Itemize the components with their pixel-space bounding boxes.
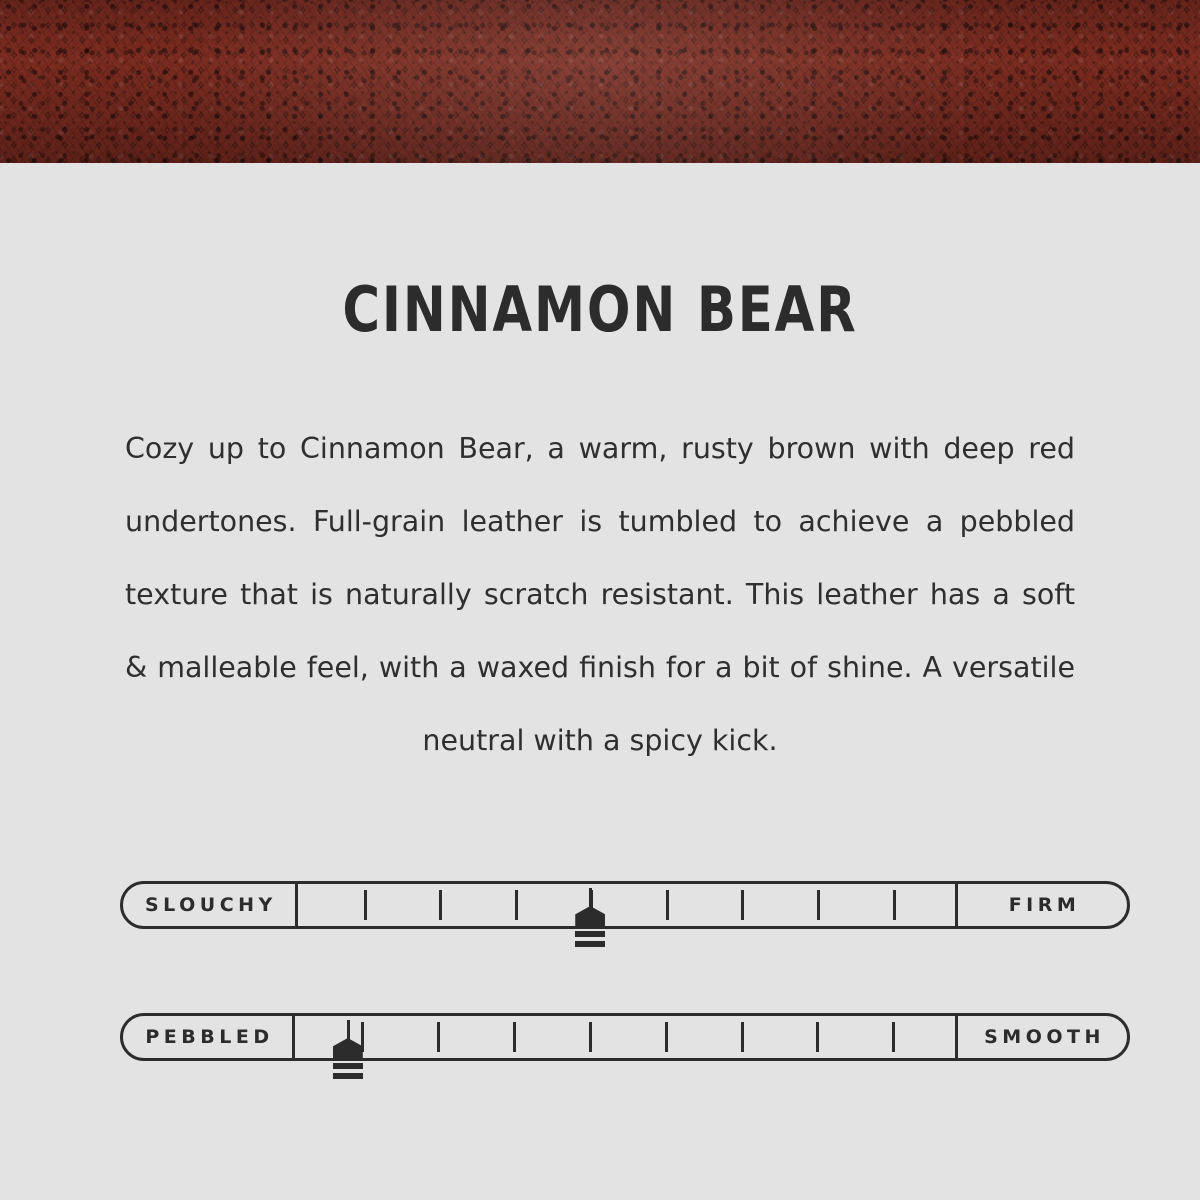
slider-tick [741, 890, 744, 920]
slider-ticks-firmness [298, 884, 955, 926]
leather-vignette [0, 0, 1200, 163]
slider-tick [816, 1022, 819, 1052]
leather-texture-hero [0, 0, 1200, 163]
slider-tick [364, 890, 367, 920]
slider-tick [665, 1022, 668, 1052]
slider-tick [437, 1022, 440, 1052]
card-content [0, 273, 1200, 1107]
slider-firmness[interactable] [120, 881, 1130, 975]
slider-left-label-slouchy: SLOUCHY [123, 884, 298, 926]
slider-track-firmness[interactable] [120, 881, 1130, 929]
slider-tick [666, 890, 669, 920]
slider-tick [817, 890, 820, 920]
handle-bar [333, 1073, 363, 1079]
slider-tick [439, 890, 442, 920]
handle-pointer-icon [333, 1038, 363, 1060]
handle-bar [575, 931, 605, 937]
slider-left-label-pebbled: PEBBLED [123, 1016, 295, 1058]
slider-tick [513, 1022, 516, 1052]
product-description: Cozy up to Cinnamon Bear, a warm, rusty brown with deep red undertones. Full-grain leather is tumbled to achieve a pebbled texture that is naturally scratch resistant. This leather has a soft & malleable feel, with a waxed finish for a bit of shine. A versatile neutral with a spicy kick. [125, 432, 1075, 757]
attribute-sliders [120, 881, 1105, 1107]
slider-right-label-firm: FIRM [955, 884, 1127, 926]
slider-right-label-smooth: SMOOTH [955, 1016, 1127, 1058]
slider-texture[interactable] [120, 1013, 1130, 1107]
slider-tick [589, 1022, 592, 1052]
slider-tick [741, 1022, 744, 1052]
handle-pointer-icon [575, 906, 605, 928]
slider-tick [515, 890, 518, 920]
handle-bar [333, 1063, 363, 1069]
slider-ticks-texture [295, 1016, 955, 1058]
slider-tick [893, 890, 896, 920]
handle-bar [575, 941, 605, 947]
slider-track-texture[interactable] [120, 1013, 1130, 1061]
page-title: CINNAMON BEAR [342, 273, 858, 346]
slider-tick [892, 1022, 895, 1052]
